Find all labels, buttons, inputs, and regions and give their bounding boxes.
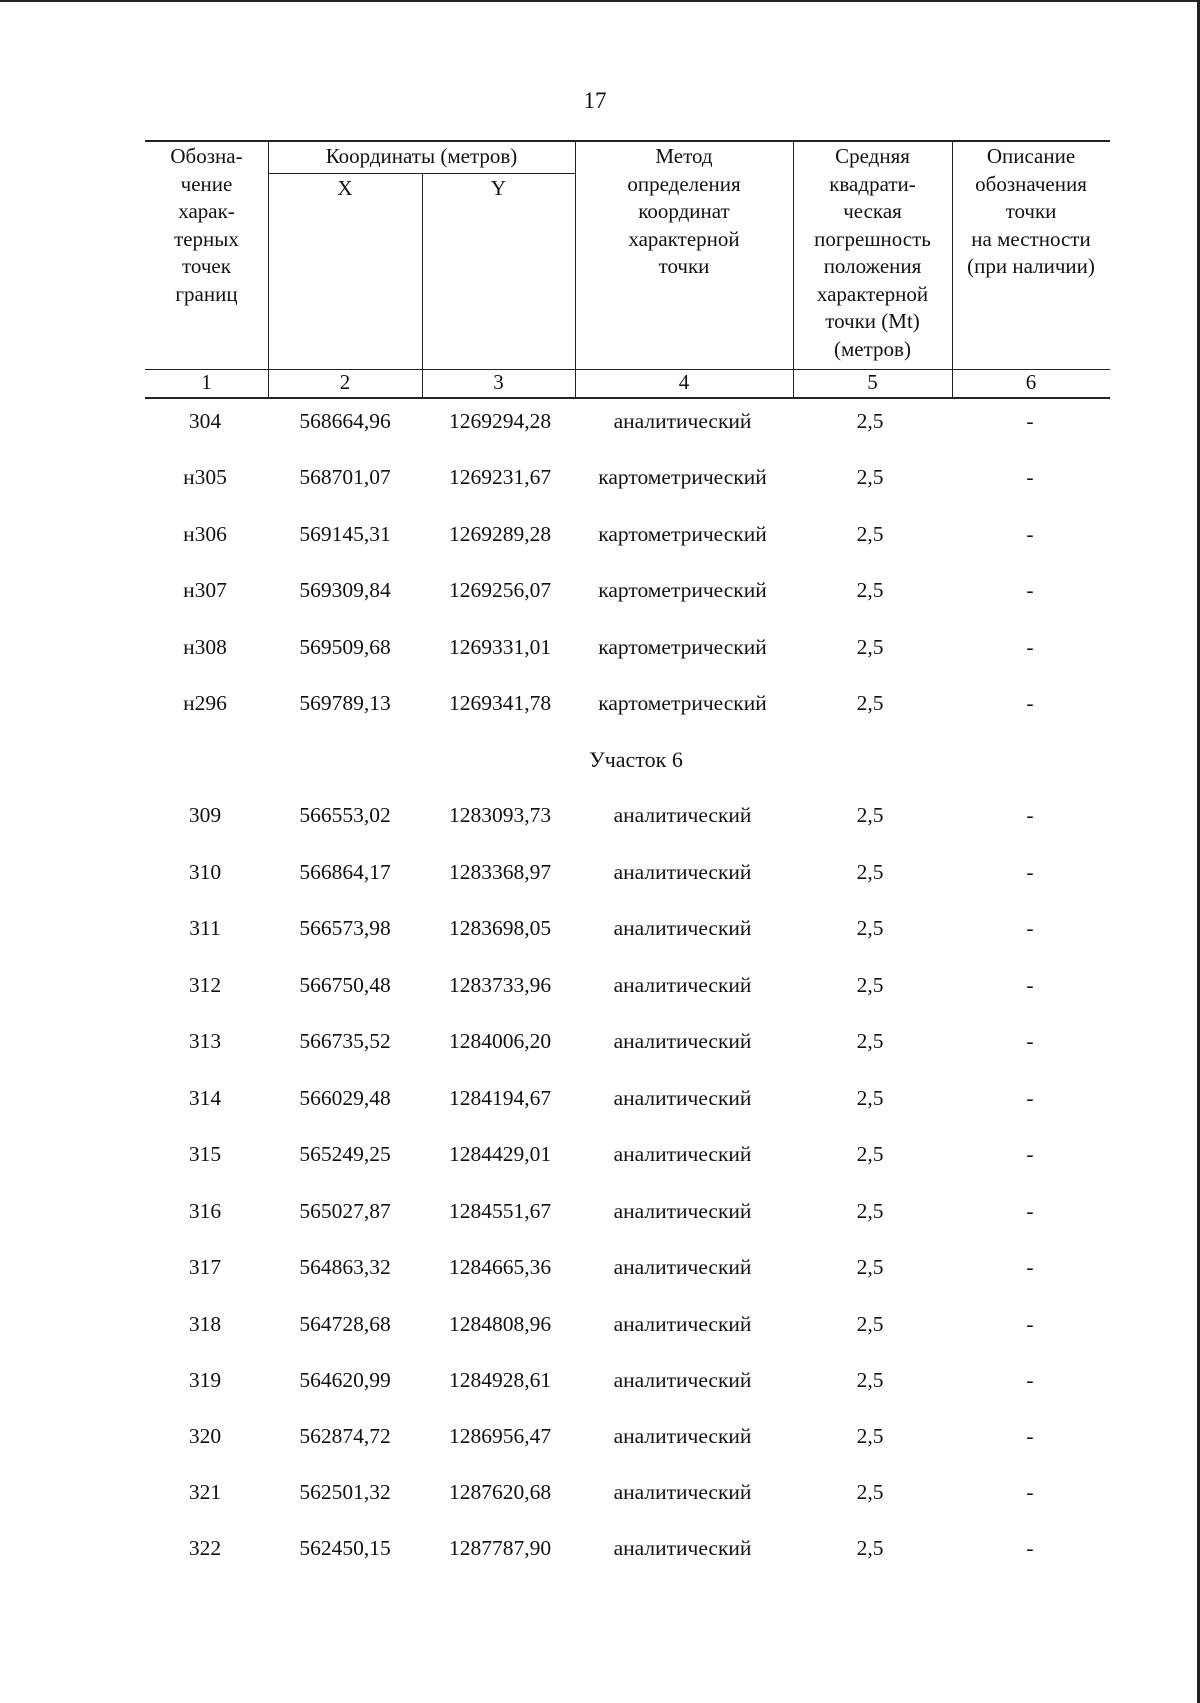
coord-x: 564863,32 bbox=[299, 1255, 391, 1279]
coord-y: 1284194,67 bbox=[448, 1086, 552, 1110]
error-value: 2,5 bbox=[856, 465, 884, 489]
error-value: 2,5 bbox=[856, 1424, 884, 1448]
description: - bbox=[1026, 522, 1034, 546]
coord-x: 568664,96 bbox=[299, 409, 391, 433]
coord-y: 1284928,61 bbox=[448, 1368, 552, 1392]
column-number: 2 bbox=[339, 370, 351, 394]
table-row bbox=[0, 1424, 1200, 1454]
coord-x: 564620,99 bbox=[299, 1368, 391, 1392]
method: аналитический bbox=[613, 860, 752, 884]
table-row bbox=[0, 973, 1200, 1003]
column-number: 3 bbox=[493, 370, 504, 394]
description: - bbox=[1026, 860, 1034, 884]
method: аналитический bbox=[613, 1368, 752, 1392]
error-value: 2,5 bbox=[856, 973, 884, 997]
point-id: 317 bbox=[188, 1255, 222, 1279]
coord-y: 1284429,01 bbox=[448, 1142, 552, 1166]
header-error: Средняя квадрати- ческая погрешность положения характерной точки (Mt) (метров) bbox=[814, 144, 931, 361]
table-row bbox=[0, 691, 1200, 721]
coord-x: 566029,48 bbox=[299, 1086, 391, 1110]
error-value: 2,5 bbox=[856, 522, 884, 546]
method: аналитический bbox=[613, 916, 752, 940]
table-row bbox=[0, 1086, 1200, 1116]
error-value: 2,5 bbox=[856, 409, 884, 433]
coord-y: 1269231,67 bbox=[448, 465, 552, 489]
coord-y: 1269256,07 bbox=[448, 578, 552, 602]
table-row bbox=[0, 1199, 1200, 1229]
coord-y: 1283368,97 bbox=[448, 860, 552, 884]
point-id: 313 bbox=[188, 1029, 222, 1053]
coord-x: 569789,13 bbox=[299, 691, 391, 715]
table-row bbox=[0, 1312, 1200, 1342]
table-row bbox=[0, 409, 1200, 439]
method: аналитический bbox=[613, 1536, 752, 1560]
description: - bbox=[1026, 1142, 1034, 1166]
point-id: 321 bbox=[188, 1480, 222, 1504]
point-id: 304 bbox=[188, 409, 222, 433]
error-value: 2,5 bbox=[856, 1536, 884, 1560]
header-y: Y bbox=[490, 176, 507, 200]
description: - bbox=[1026, 1255, 1034, 1279]
method: аналитический bbox=[613, 803, 752, 827]
coord-y: 1286956,47 bbox=[448, 1424, 552, 1448]
coord-x: 566553,02 bbox=[299, 803, 391, 827]
description: - bbox=[1026, 578, 1034, 602]
coord-x: 566750,48 bbox=[299, 973, 391, 997]
coord-y: 1283093,73 bbox=[448, 803, 552, 827]
point-id: 310 bbox=[188, 860, 222, 884]
coord-x: 565249,25 bbox=[299, 1142, 391, 1166]
table-row bbox=[0, 1368, 1200, 1398]
page-number: 17 bbox=[583, 88, 607, 113]
point-id: 318 bbox=[188, 1312, 222, 1336]
coord-y: 1269289,28 bbox=[448, 522, 552, 546]
point-id: 315 bbox=[188, 1142, 222, 1166]
description: - bbox=[1026, 973, 1034, 997]
coord-x: 562501,32 bbox=[299, 1480, 391, 1504]
coord-y: 1269341,78 bbox=[448, 691, 552, 715]
point-id: н308 bbox=[183, 635, 227, 659]
method: аналитический bbox=[613, 1029, 752, 1053]
error-value: 2,5 bbox=[856, 916, 884, 940]
error-value: 2,5 bbox=[856, 1368, 884, 1392]
column-number: 5 bbox=[867, 370, 878, 394]
coord-x: 565027,87 bbox=[299, 1199, 391, 1223]
method: аналитический bbox=[613, 973, 752, 997]
description: - bbox=[1026, 1312, 1034, 1336]
description: - bbox=[1026, 635, 1034, 659]
coord-x: 566864,17 bbox=[299, 860, 391, 884]
coord-x: 569509,68 bbox=[299, 635, 391, 659]
error-value: 2,5 bbox=[856, 1086, 884, 1110]
point-id: 309 bbox=[188, 803, 222, 827]
coord-x: 566735,52 bbox=[299, 1029, 391, 1053]
header-method: Метод определения координат характерной точки bbox=[627, 144, 741, 278]
method: картометрический bbox=[598, 522, 767, 546]
description: - bbox=[1026, 409, 1034, 433]
error-value: 2,5 bbox=[856, 1480, 884, 1504]
coord-x: 568701,07 bbox=[299, 465, 391, 489]
coord-x: 564728,68 bbox=[299, 1312, 391, 1336]
description: - bbox=[1026, 1424, 1034, 1448]
method: картометрический bbox=[598, 578, 767, 602]
method: аналитический bbox=[613, 1480, 752, 1504]
coord-x: 562450,15 bbox=[299, 1536, 391, 1560]
coord-y: 1269331,01 bbox=[448, 635, 552, 659]
method: аналитический bbox=[613, 409, 752, 433]
coord-y: 1287620,68 bbox=[448, 1480, 552, 1504]
table-row bbox=[0, 1255, 1200, 1285]
method: аналитический bbox=[613, 1199, 752, 1223]
description: - bbox=[1026, 1086, 1034, 1110]
point-id: 312 bbox=[188, 973, 222, 997]
error-value: 2,5 bbox=[856, 635, 884, 659]
description: - bbox=[1026, 691, 1034, 715]
table-row bbox=[0, 1142, 1200, 1172]
coord-y: 1287787,90 bbox=[448, 1536, 552, 1560]
error-value: 2,5 bbox=[856, 1199, 884, 1223]
coord-x: 562874,72 bbox=[299, 1424, 391, 1448]
error-value: 2,5 bbox=[856, 860, 884, 884]
point-id: 320 bbox=[188, 1424, 222, 1448]
point-id: н296 bbox=[183, 691, 227, 715]
point-id: н307 bbox=[183, 578, 227, 602]
method: аналитический bbox=[613, 1142, 752, 1166]
point-id: н306 bbox=[183, 522, 227, 546]
header-coordinates: Координаты (метров) bbox=[325, 144, 518, 168]
table-row bbox=[0, 465, 1200, 495]
description: - bbox=[1026, 1536, 1034, 1560]
coord-y: 1284665,36 bbox=[448, 1255, 552, 1279]
description: - bbox=[1026, 1199, 1034, 1223]
error-value: 2,5 bbox=[856, 1255, 884, 1279]
point-id: 319 bbox=[188, 1368, 222, 1392]
error-value: 2,5 bbox=[856, 1312, 884, 1336]
header-point-designation: Обозна- чение харак- терных точек границ bbox=[170, 144, 243, 306]
error-value: 2,5 bbox=[856, 691, 884, 715]
error-value: 2,5 bbox=[856, 578, 884, 602]
table-row bbox=[0, 578, 1200, 608]
header-description: Описание обозначения точки на местности (при наличии) bbox=[967, 144, 1095, 278]
coord-y: 1269294,28 bbox=[448, 409, 552, 433]
section-title: Участок 6 bbox=[589, 747, 683, 772]
coord-y: 1284006,20 bbox=[448, 1029, 552, 1053]
point-id: 322 bbox=[188, 1536, 222, 1560]
description: - bbox=[1026, 916, 1034, 940]
table-row bbox=[0, 1480, 1200, 1510]
method: картометрический bbox=[598, 691, 767, 715]
coord-x: 569145,31 bbox=[299, 522, 391, 546]
table-row bbox=[0, 522, 1200, 552]
table-row bbox=[0, 1536, 1200, 1566]
coord-x: 569309,84 bbox=[299, 578, 391, 602]
method: аналитический bbox=[613, 1086, 752, 1110]
method: картометрический bbox=[598, 635, 767, 659]
method: аналитический bbox=[613, 1312, 752, 1336]
header-top-rule bbox=[145, 140, 1110, 142]
description: - bbox=[1026, 465, 1034, 489]
column-number: 6 bbox=[1025, 370, 1037, 394]
method: аналитический bbox=[613, 1424, 752, 1448]
table-row bbox=[0, 1029, 1200, 1059]
table-row bbox=[0, 860, 1200, 890]
scan-top-edge bbox=[0, 0, 1200, 2]
error-value: 2,5 bbox=[856, 803, 884, 827]
description: - bbox=[1026, 1480, 1034, 1504]
method: картометрический bbox=[598, 465, 767, 489]
column-number: 1 bbox=[201, 370, 212, 394]
column-numbers-bottom-rule bbox=[145, 397, 1110, 399]
point-id: н305 bbox=[183, 465, 227, 489]
description: - bbox=[1026, 1029, 1034, 1053]
point-id: 311 bbox=[189, 916, 221, 940]
coord-x: 566573,98 bbox=[299, 916, 391, 940]
coord-y: 1284551,67 bbox=[448, 1199, 552, 1223]
coord-y: 1283698,05 bbox=[448, 916, 552, 940]
error-value: 2,5 bbox=[856, 1029, 884, 1053]
coord-y: 1284808,96 bbox=[448, 1312, 552, 1336]
table-row bbox=[0, 803, 1200, 833]
point-id: 316 bbox=[188, 1199, 222, 1223]
method: аналитический bbox=[613, 1255, 752, 1279]
coord-y: 1283733,96 bbox=[448, 973, 552, 997]
header-x: X bbox=[337, 176, 353, 200]
description: - bbox=[1026, 1368, 1034, 1392]
table-row bbox=[0, 916, 1200, 946]
description: - bbox=[1026, 803, 1034, 827]
point-id: 314 bbox=[188, 1086, 222, 1110]
error-value: 2,5 bbox=[856, 1142, 884, 1166]
column-number: 4 bbox=[678, 370, 690, 394]
col-divider-2 bbox=[422, 173, 423, 397]
table-row bbox=[0, 635, 1200, 665]
